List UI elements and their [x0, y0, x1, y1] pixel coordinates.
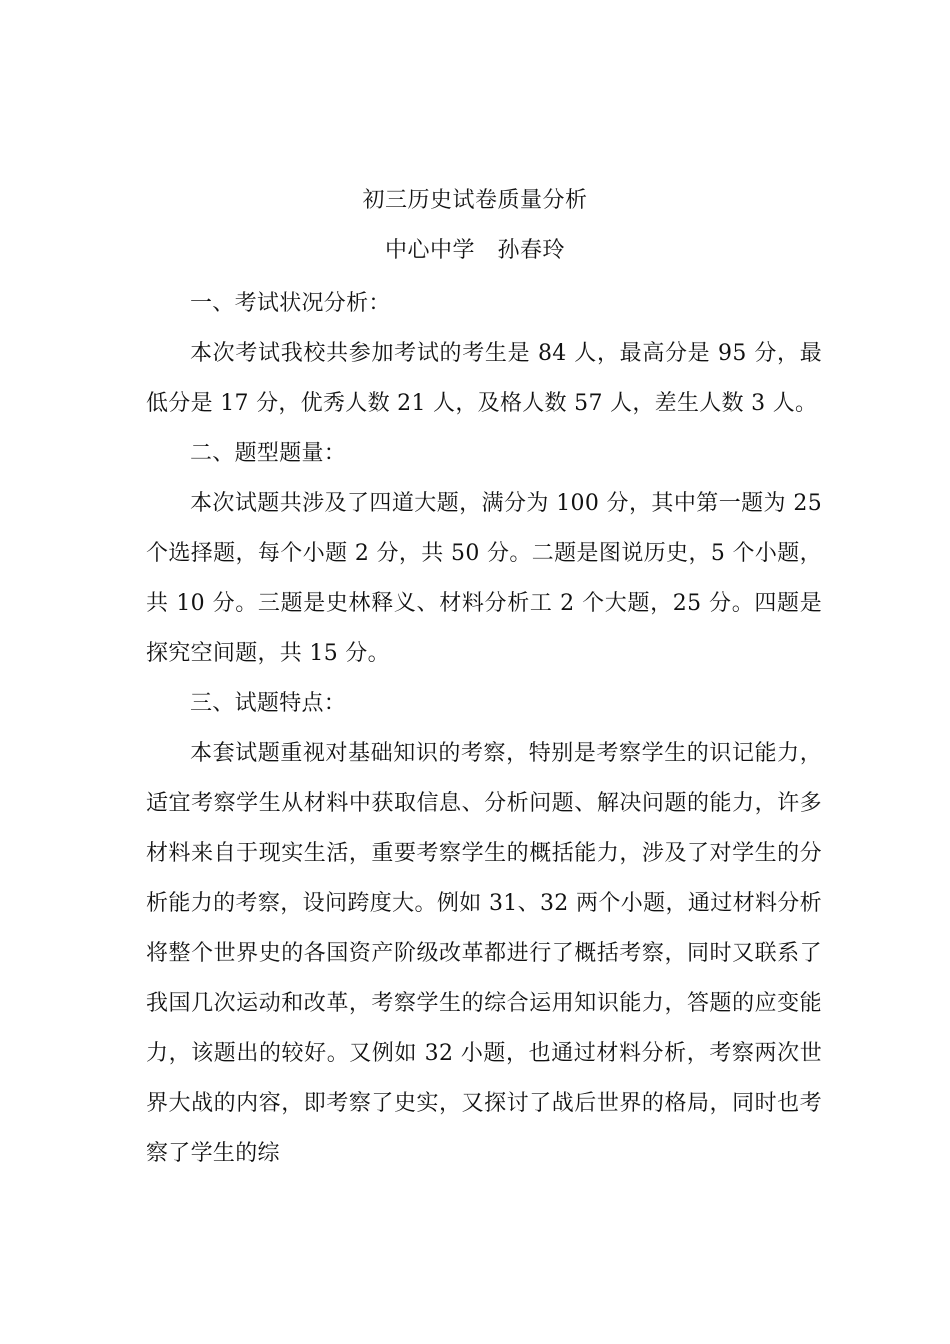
author-line: 中心中学 孙春玲: [384, 238, 565, 263]
section-body-exam-status: 本次考试我校共参加考试的考生是 84 人，最高分是 95 分，最低分是 17 分，优秀人数 21 人，及格人数 57 人，差生人数 3 人。: [146, 341, 822, 416]
document-body: [146, 279, 822, 1179]
section-body-question-types: 本次试题共涉及了四道大题，满分为 100 分，其中第一题为 25 个选择题，每个小题 2 分，共 50 分。二题是图说历史，5 个小题，共 10 分。三题是史林释义、材料分析工 2 个大题，25 分。四题是探究空间题，共 15 分。: [146, 491, 822, 666]
section-heading-features: 三、试题特点：: [190, 691, 347, 716]
section-heading-question-types: 二、题型题量：: [190, 441, 347, 466]
section-heading-exam-status: 一、考试状况分析：: [190, 291, 391, 316]
section-body-features: 本套试题重视对基础知识的考察，特别是考察学生的识记能力，适宜考察学生从材料中获取信息、分析问题、解决问题的能力，许多材料来自于现实生活，重要考察学生的概括能力，涉及了对学生的分析能力的考察，设问跨度大。例如 31、32 两个小题，通过材料分析将整个世界史的各国资产阶级改革都进行了概括考察，同时又联系了我国几次运动和改革，考察学生的综合运用知识能力，答题的应变能力，该题出的较好。又例如 32 小题，也通过材料分析，考察两次世界大战的内容，即考察了史实，又探讨了战后世界的格局，同时也考察了学生的综: [146, 741, 822, 1166]
document-title: 初三历史试卷质量分析: [362, 188, 588, 213]
